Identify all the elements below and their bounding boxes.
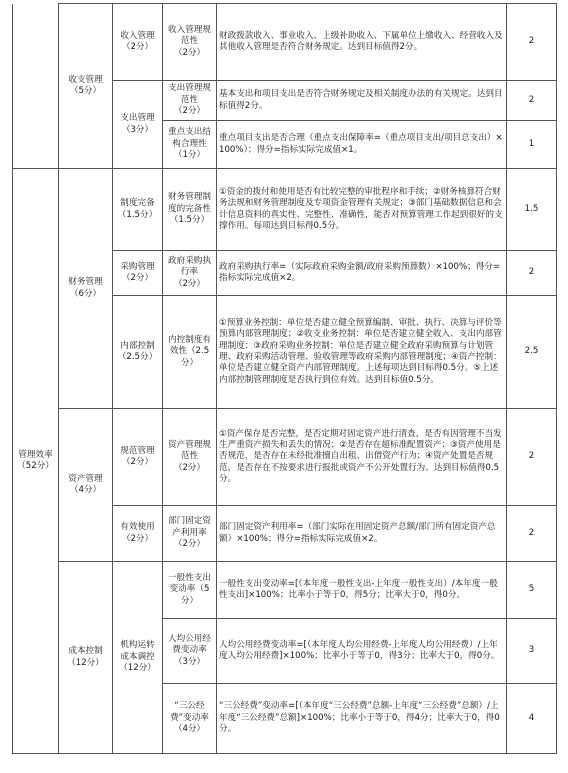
indicator-label: 资产管理规范性 （2分） xyxy=(168,439,211,473)
indicator-label: 财务管理制度的完备性 （1.5分） xyxy=(168,192,211,226)
level3-label: 收入管理 （2分） xyxy=(120,30,155,52)
standard-text: 基本支出和项目支出是否符合财务规定及相关制度办法的有关规定。达到目标值得2分。 xyxy=(219,89,503,111)
level3-cell xyxy=(113,4,163,81)
indicator-cell xyxy=(163,506,217,562)
level2-label: 资产管理 （4分） xyxy=(68,473,103,495)
level2-label: 收支管理 （5分） xyxy=(68,74,103,96)
table-row xyxy=(13,169,557,251)
indicator-label: 政府采购执行率 （2分） xyxy=(168,255,211,289)
score-value: 3 xyxy=(528,645,535,656)
score-value: 1.5 xyxy=(524,203,539,214)
level3-cell xyxy=(113,81,163,169)
score-cell xyxy=(507,4,557,81)
evaluation-table xyxy=(12,3,557,754)
level3-label: 内部控制 （2.5分） xyxy=(117,340,158,362)
indicator-label: “三公经费”变动率 （4分） xyxy=(170,701,209,735)
score-cell xyxy=(507,81,557,121)
standard-text: 政府采购执行率=（实际政府采购金额/政府采购预算数）×100%；得分=指标实际完成值×2。 xyxy=(219,261,501,283)
score-cell xyxy=(507,506,557,562)
indicator-label: 部门固定资产利用率 （2分） xyxy=(168,516,211,550)
score-cell xyxy=(507,619,557,684)
score-cell xyxy=(507,409,557,506)
score-value: 2.5 xyxy=(524,346,539,357)
standard-text: 财政拨款收入、事业收入、上级补助收入、下属单位上缴收入、经营收入及其他收入管理是否符合财务规定。达到目标值得2分。 xyxy=(219,30,503,52)
standard-cell xyxy=(217,619,507,684)
score-cell xyxy=(507,296,557,409)
level3-label: 有效使用 （2分） xyxy=(120,522,155,544)
score-value: 2 xyxy=(528,94,535,105)
standard-text: ①预算业务控制：单位是否建立健全预算编制、审批、执行、决算与评价等预算内部管理制度；②收支业务控制：单位是否建立健全收入、支出内部管理制度；③政府采购业务控制：单位是否建立健全政府采购预算与计划管理、政府采购活动管理、验收管理等政府采购内部管理制度；④资产控制：单位是否建立健全资产内部管理制度。上述每项达到目标得0.5分。⑤上述内部控制管理制度是否执行到位有效。达到目标值0.5分。 xyxy=(219,317,502,385)
indicator-label: 人均公用经费变动率 （3分） xyxy=(168,633,211,667)
score-value: 1 xyxy=(528,138,535,149)
standard-cell xyxy=(217,296,507,409)
level2-label: 成本控制 （12分） xyxy=(67,646,104,668)
indicator-cell xyxy=(163,684,217,754)
indicator-label: 收入管理规范性 （2分） xyxy=(168,24,211,58)
level3-label: 规范管理 （2分） xyxy=(120,445,155,467)
level3-label: 机构运转 成本调控 （12分） xyxy=(119,640,156,674)
level2-cell xyxy=(59,562,113,754)
score-cell xyxy=(507,251,557,296)
standard-text: ①资金的拨付和使用是否有比较完整的审批程序和手续；②财务核算符合财务法规和财务管理制度及专项资金管理有关规定；③部门基础数据信息和会计信息资料的真实性、完整性、准确性，能否对预算管理工作起到很好的支撑作用。每项达到目标得0.5分。 xyxy=(219,186,503,231)
level2-cell xyxy=(59,169,113,409)
level3-cell xyxy=(113,251,163,296)
level3-label: 采购管理 （2分） xyxy=(120,261,155,283)
indicator-cell xyxy=(163,409,217,506)
score-cell xyxy=(507,684,557,754)
level1-cell-top xyxy=(13,4,59,169)
standard-text: 重点项目支出是否合理（重点支出保障率=（重点项目支出/项目总支出）×100%）；得分=指标实际完成值×1。 xyxy=(219,133,503,155)
level3-cell xyxy=(113,169,163,251)
indicator-label: 重点支出结构合理性 （1分） xyxy=(168,127,211,161)
score-cell xyxy=(507,169,557,251)
score-value: 2 xyxy=(528,36,535,47)
indicator-cell xyxy=(163,562,217,619)
level2-cell xyxy=(59,4,113,169)
standard-cell xyxy=(217,4,507,81)
level3-label: 制度完备 （1.5分） xyxy=(117,198,158,220)
indicator-cell xyxy=(163,4,217,81)
standard-text: ①资产保存是否完整，是否定期对固定资产进行清查，是否有因管理不当发生严重资产损失和丢失的情况；②是否存在超标准配置资产；③资产使用是否规范，是否存在未经批准擅自出租、出借资产行为；④资产处置是否规范，是否存在不按要求进行报批或资产不公开处置行为。达到目标值得0.5分。 xyxy=(219,428,502,485)
standard-cell xyxy=(217,409,507,506)
level2-cell xyxy=(59,409,113,562)
indicator-cell xyxy=(163,169,217,251)
standard-text: 人均公用经费变动率=[（本年度人均公用经费-上年度人均公用经费）/上年度人均公用经费]×100%；比率小于等于0，得3分；比率大于0，得0分。 xyxy=(219,639,500,661)
score-value: 5 xyxy=(528,584,535,595)
indicator-cell xyxy=(163,296,217,409)
score-cell xyxy=(507,121,557,169)
standard-text: 部门固定资产利用率=（部门实际在用固定资产总额/部门所有固定资产总额）×100%；得分=指标实际完成值×2。 xyxy=(219,522,496,544)
standard-cell xyxy=(217,684,507,754)
score-value: 2 xyxy=(528,527,535,538)
level3-label: 支出管理 （3分） xyxy=(120,113,155,135)
score-value: 4 xyxy=(528,712,535,723)
indicator-cell xyxy=(163,81,217,121)
table-row xyxy=(13,562,557,619)
level3-cell xyxy=(113,506,163,562)
score-cell xyxy=(507,562,557,619)
indicator-cell xyxy=(163,619,217,684)
standard-cell xyxy=(217,251,507,296)
indicator-label: 内控制度有效性（2.5分） xyxy=(168,334,211,368)
standard-text: 一般性支出变动率=[（本年度一般性支出-上年度一般性支出）/本年度一般性支出]×100%；比率小于等于0，得5分；比率大于0，得0分。 xyxy=(219,578,498,600)
level2-label: 财务管理 （6分） xyxy=(68,277,103,299)
indicator-cell xyxy=(163,121,217,169)
standard-cell xyxy=(217,562,507,619)
level3-cell xyxy=(113,296,163,409)
level1-label: 管理效率 （52分） xyxy=(17,449,54,471)
indicator-cell xyxy=(163,251,217,296)
standard-text: “三公经费”变动率=[（本年度“三公经费”总额-上年度“三公经费”总额）/上年度“三公经费”总额]×100%；比率小于等于0，得4分；比率大于0，得0分。 xyxy=(219,701,500,735)
level1-cell xyxy=(13,169,59,754)
standard-cell xyxy=(217,506,507,562)
level3-cell xyxy=(113,562,163,754)
standard-cell xyxy=(217,81,507,121)
standard-cell xyxy=(217,169,507,251)
score-value: 2 xyxy=(528,267,535,278)
indicator-label: 一般性支出变动率（5分） xyxy=(168,572,211,606)
indicator-label: 支出管理规范性 （2分） xyxy=(168,83,211,117)
level3-cell xyxy=(113,409,163,506)
table-row xyxy=(13,409,557,506)
table-row xyxy=(13,4,557,81)
standard-cell xyxy=(217,121,507,169)
score-value: 2 xyxy=(528,451,535,462)
